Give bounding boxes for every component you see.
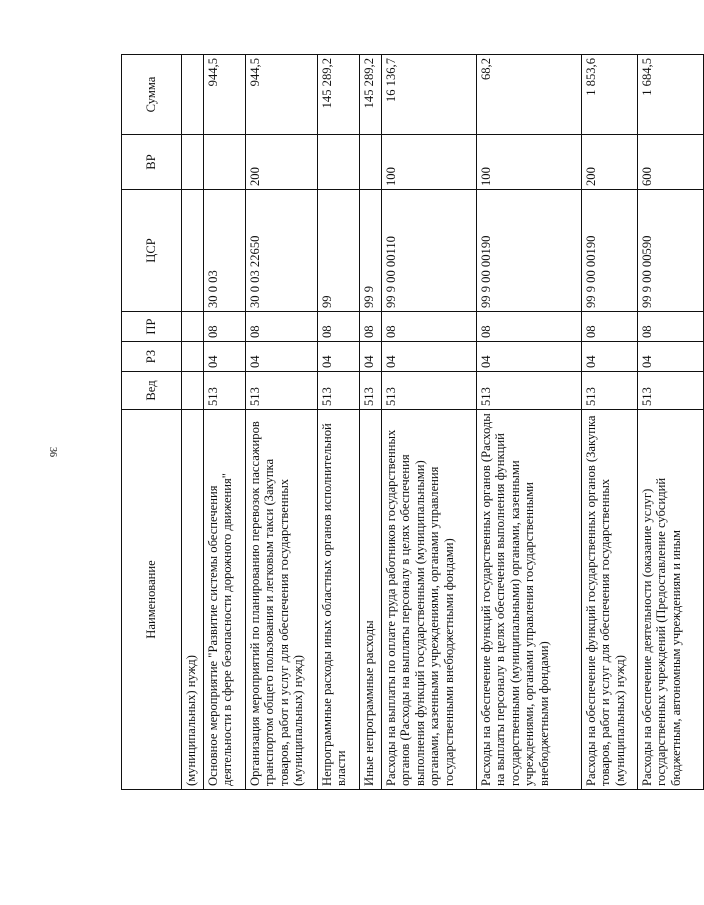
cell-pr: 08 bbox=[318, 312, 360, 342]
cell-pr bbox=[182, 312, 204, 342]
col-header-vr: ВР bbox=[122, 135, 182, 190]
cell-sum: 145 289,2 bbox=[360, 55, 382, 135]
cell-name: Расходы на обеспечение функций государственных органов (Закупка товаров, работ и услуг для обеспечения государственных (муниципальных) нужд) bbox=[582, 410, 638, 790]
cell-name: Организация мероприятий по планированию перевозок пассажиров транспортом общего пользования и легковым такси (Закупка товаров, работ и услуг для обеспечения государственных (муниципальных) нужд) bbox=[246, 410, 318, 790]
cell-vr: 100 bbox=[382, 135, 477, 190]
cell-csr bbox=[182, 190, 204, 312]
cell-name: Расходы на обеспечение функций государственных органов (Расходы на выплаты персоналу в целях обеспечения выполнения функций государственными (муниципальными) органами, казенными учреждениями, органами управления государственными внебюджетными фондами) bbox=[477, 410, 582, 790]
cell-vr: 200 bbox=[246, 135, 318, 190]
cell-rz: 04 bbox=[360, 342, 382, 372]
cell-vr: 200 bbox=[582, 135, 638, 190]
cell-rz: 04 bbox=[638, 342, 704, 372]
cell-csr: 30 0 03 22650 bbox=[246, 190, 318, 312]
cell-sum: 145 289,2 bbox=[318, 55, 360, 135]
cell-ved: 513 bbox=[382, 372, 477, 410]
cell-name: Иные непрограммные расходы bbox=[360, 410, 382, 790]
cell-ved: 513 bbox=[204, 372, 246, 410]
cell-pr: 08 bbox=[638, 312, 704, 342]
cell-vr bbox=[360, 135, 382, 190]
cell-rz: 04 bbox=[204, 342, 246, 372]
cell-ved: 513 bbox=[638, 372, 704, 410]
cell-name: Непрограммные расходы иных областных органов исполнительной власти bbox=[318, 410, 360, 790]
budget-table bbox=[121, 54, 704, 790]
cell-vr bbox=[182, 135, 204, 190]
cell-rz: 04 bbox=[382, 342, 477, 372]
table-row bbox=[382, 55, 477, 790]
table-row bbox=[360, 55, 382, 790]
col-header-csr: ЦСР bbox=[122, 190, 182, 312]
table-row bbox=[638, 55, 704, 790]
cell-ved: 513 bbox=[582, 372, 638, 410]
cell-pr: 08 bbox=[477, 312, 582, 342]
cell-rz bbox=[182, 342, 204, 372]
cell-csr: 99 9 00 00190 bbox=[477, 190, 582, 312]
cell-vr: 600 bbox=[638, 135, 704, 190]
page-number: 36 bbox=[47, 447, 58, 457]
cell-ved: 513 bbox=[477, 372, 582, 410]
cell-sum: 16 136,7 bbox=[382, 55, 477, 135]
cell-pr: 08 bbox=[360, 312, 382, 342]
cell-name: Основное мероприятие "Развитие системы обеспечения деятельности в сфере безопасности дорожного движения" bbox=[204, 410, 246, 790]
cell-sum: 68,2 bbox=[477, 55, 582, 135]
table-row bbox=[182, 55, 204, 790]
cell-sum: 1 684,5 bbox=[638, 55, 704, 135]
cell-ved: 513 bbox=[318, 372, 360, 410]
col-header-ved: Вед bbox=[122, 372, 182, 410]
table-row bbox=[582, 55, 638, 790]
cell-ved bbox=[182, 372, 204, 410]
table-row bbox=[477, 55, 582, 790]
budget-table-sheet bbox=[121, 55, 683, 790]
cell-name: (муниципальных) нужд) bbox=[182, 410, 204, 790]
cell-pr: 08 bbox=[204, 312, 246, 342]
cell-ved: 513 bbox=[360, 372, 382, 410]
cell-vr bbox=[318, 135, 360, 190]
cell-name: Расходы на выплаты по оплате труда работников государственных органов (Расходы на выплаты персоналу в целях обеспечения выполнения функций государственными (муниципальными) органами, казенными учреждениями, органами управления государственными внебюджетными фондами) bbox=[382, 410, 477, 790]
col-header-name: Наименование bbox=[122, 410, 182, 790]
table-row bbox=[318, 55, 360, 790]
cell-csr: 30 0 03 bbox=[204, 190, 246, 312]
cell-csr: 99 9 00 00190 bbox=[582, 190, 638, 312]
col-header-sum: Сумма bbox=[122, 55, 182, 135]
cell-pr: 08 bbox=[382, 312, 477, 342]
cell-csr: 99 9 00 00590 bbox=[638, 190, 704, 312]
cell-sum: 1 853,6 bbox=[582, 55, 638, 135]
cell-ved: 513 bbox=[246, 372, 318, 410]
cell-vr bbox=[204, 135, 246, 190]
cell-sum: 944,5 bbox=[204, 55, 246, 135]
cell-rz: 04 bbox=[318, 342, 360, 372]
table-row bbox=[204, 55, 246, 790]
cell-csr: 99 bbox=[318, 190, 360, 312]
cell-rz: 04 bbox=[582, 342, 638, 372]
cell-rz: 04 bbox=[246, 342, 318, 372]
cell-sum: 944,5 bbox=[246, 55, 318, 135]
cell-name: Расходы на обеспечение деятельности (оказание услуг) государственных учреждений (Предоставление субсидий бюджетным, автономным учреждениям и иным bbox=[638, 410, 704, 790]
cell-csr: 99 9 bbox=[360, 190, 382, 312]
cell-pr: 08 bbox=[582, 312, 638, 342]
table-header-row bbox=[122, 55, 182, 790]
col-header-pr: ПР bbox=[122, 312, 182, 342]
cell-rz: 04 bbox=[477, 342, 582, 372]
col-header-rz: РЗ bbox=[122, 342, 182, 372]
cell-vr: 100 bbox=[477, 135, 582, 190]
cell-csr: 99 9 00 00110 bbox=[382, 190, 477, 312]
cell-pr: 08 bbox=[246, 312, 318, 342]
cell-sum bbox=[182, 55, 204, 135]
table-row bbox=[246, 55, 318, 790]
